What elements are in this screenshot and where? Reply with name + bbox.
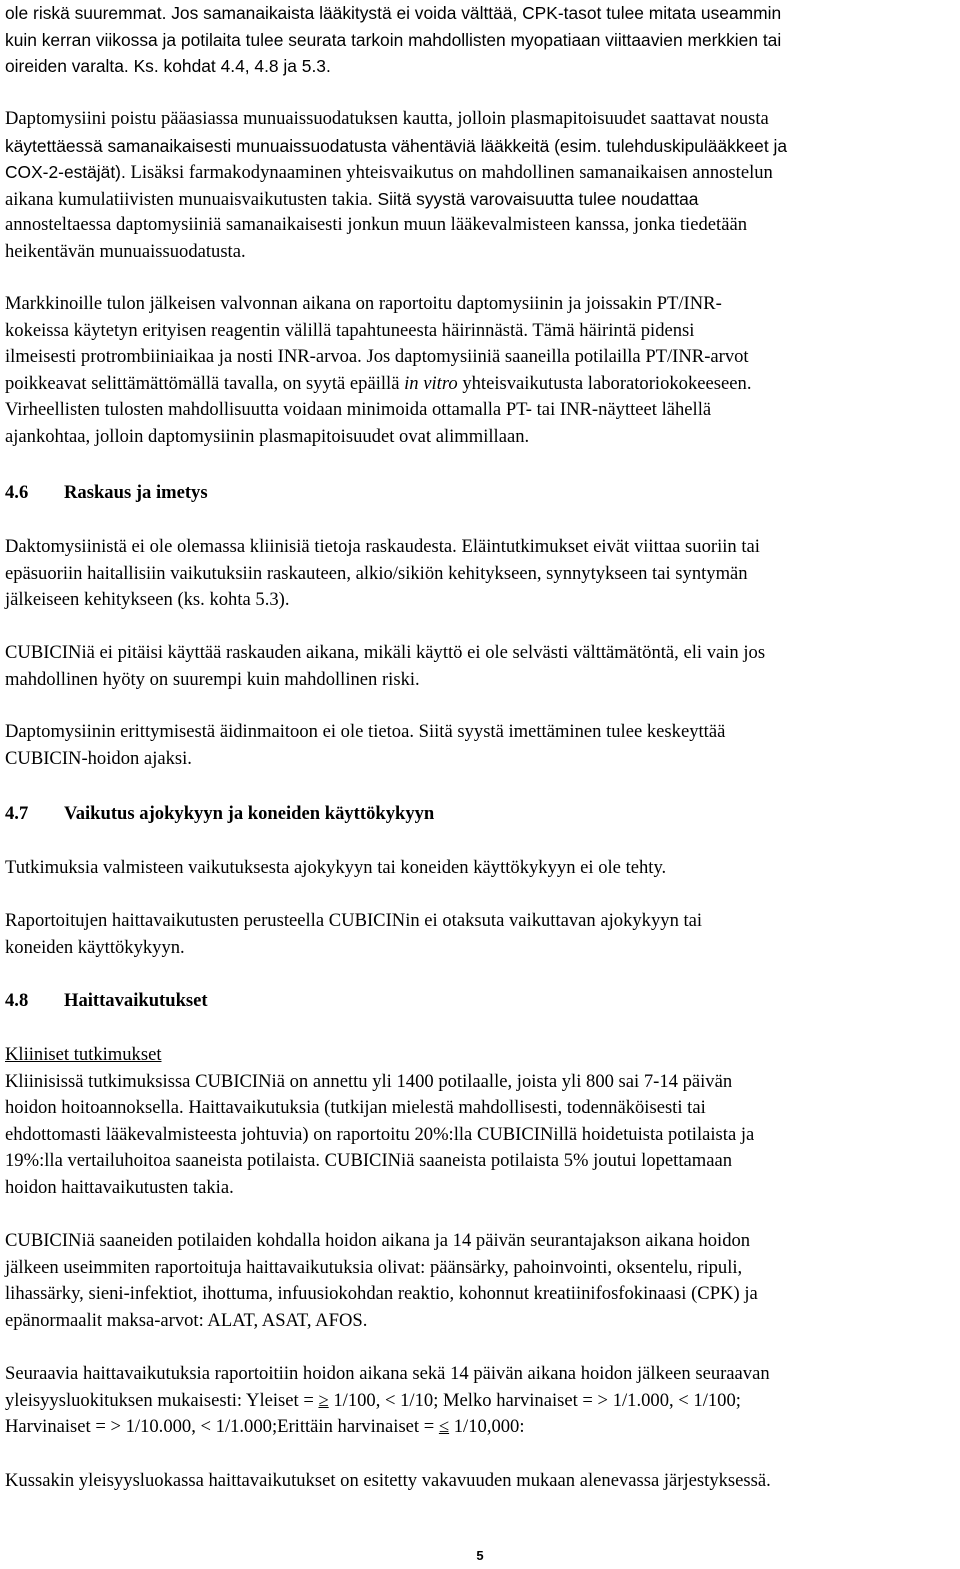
text-line [5,1388,955,1415]
text-segment: yhteisvaikutusta laboratoriokokeeseen. [457,372,752,394]
italic-term: in vitro [404,372,458,394]
paragraph-inr-interference [5,291,955,450]
text-segment: 1/10,000: [449,1416,525,1437]
text-line: epänormaalit maksa-arvot: ALAT, ASAT, AFOS. [5,1309,368,1331]
text-line: Daptomysiini poistu pääasiassa munuaissuodatuksen kautta, jolloin plasmapitoisuudet saattavat nousta [5,108,769,129]
paragraph-severity-order [5,1468,955,1495]
section-number: 4.6 [5,482,29,503]
page-number: 5 [476,1548,484,1563]
section-heading-4-8 [5,988,208,1014]
paragraph-common-reactions [5,1228,955,1334]
text-line [5,371,955,398]
text-segment: 1/100, < 1/10; Melko harvinaiset = > 1/1.000, < 1/100; [328,1389,741,1411]
paragraph-renal-clearance [5,106,955,265]
text-line [5,159,955,186]
text-segment: COX-2-estäjät). [5,162,126,182]
text-line: Kussakin yleisyysluokassa haittavaikutukset on esitetty vakavuuden mukaan alenevassa järjestyksessä. [5,1470,771,1491]
section-title: Vaikutus ajokykyyn ja koneiden käyttökykyyn [64,803,435,824]
text-line: koneiden käyttökykyyn. [5,936,185,958]
text-line: ehdottomasti lääkevalmisteesta johtuvia) on raportoitu 20%:lla CUBICINillä hoidetuista potilaista ja [5,1123,755,1145]
text-line: jälkeen useimmiten raportoituja haittavaikutuksia olivat: päänsärky, pahoinvointi, oksentelu, ripuli, [5,1256,743,1278]
paragraph-clinical-trials [5,1042,955,1201]
text-line [5,186,955,213]
paragraph-interaction-monitoring [5,0,955,80]
text-line: heikentävän munuaissuodatusta. [5,240,246,262]
section-number: 4.8 [5,990,29,1011]
less-equal-symbol: ≤ [438,1416,450,1437]
paragraph-breastfeeding [5,719,955,772]
text-line: epäsuoriin haitallisiin vaikutuksiin raskauteen, alkio/sikiön kehitykseen, synnytykseen tai syntymän [5,562,748,584]
text-line: Tutkimuksia valmisteen vaikutuksesta ajokykyyn tai koneiden käyttökykyyn ei ole tehty. [5,857,667,878]
text-segment: poikkeavat selittämättömällä tavalla, on syytä epäillä [5,372,405,394]
paragraph-frequency-classes [5,1361,955,1441]
text-segment: Siitä syystä varovaisuutta tulee noudattaa [372,188,699,209]
text-line: kokeissa käytetyn erityisen reagentin välillä tapahtuneesta häirinnästä. Tämä häirintä pidensi [5,319,695,341]
text-line: jälkeiseen kehitykseen (ks. kohta 5.3). [5,589,290,610]
text-segment: Harvinaiset = > 1/10.000, < 1/1.000;Erittäin harvinaiset = [5,1416,439,1437]
text-line: käytettäessä samanaikaisesti munuaissuodatusta vähentäviä lääkkeitä (esim. tulehduskipulääkkeet ja [5,135,788,156]
text-line: hoidon hoitoannoksella. Haittavaikutuksia (tutkijan mielestä mahdollisesti, todennäköisesti tai [5,1097,706,1118]
text-line: CUBICINiä saaneiden potilaiden kohdalla hoidon aikana ja 14 päivän seurantajakson aikana hoidon [5,1230,751,1251]
text-line: CUBICIN-hoidon ajaksi. [5,747,192,769]
text-line: kuin kerran viikossa ja potilaita tulee seurata tarkoin mahdollisten myopatiaan viittaavien merkkien tai [5,29,782,50]
section-heading-4-6 [5,480,208,506]
text-line: hoidon haittavaikutusten takia. [5,1176,234,1198]
text-line: mahdollinen hyöty on suurempi kuin mahdollinen riski. [5,668,420,690]
subheading-clinical-trials: Kliiniset tutkimukset [5,1044,162,1065]
text-line: Raportoitujen haittavaikutusten perusteella CUBICINin ei otaksuta vaikuttavan ajokykyyn tai [5,910,703,931]
text-line: lihassärky, sieni-infektiot, ihottuma, infuusiokohdan reaktio, kohonnut kreatiinifosfokinaasi (CPK) ja [5,1283,758,1304]
paragraph-driving-studies [5,855,955,882]
text-line: Seuraavia haittavaikutuksia raportoitiin hoidon aikana sekä 14 päivän aikana hoidon jälkeen seuraavan [5,1363,770,1384]
paragraph-pregnancy-use [5,640,955,693]
text-segment: Lisäksi farmakodynaaminen yhteisvaikutus on mahdollinen samanaikaisen annostelun [125,162,773,183]
text-line: ilmeisesti protrombiiniaikaa ja nosti INR-arvoa. Jos daptomysiiniä saaneilla potilailla PT/INR-arvot [5,346,749,367]
text-line: Virheellisten tulosten mahdollisuutta voidaan minimoida ottamalla PT- tai INR-näytteet lähellä [5,399,712,420]
text-line: CUBICINiä ei pitäisi käyttää raskauden aikana, mikäli käyttö ei ole selvästi välttämätöntä, eli vain jos [5,642,766,663]
text-line: ole riskä suuremmat. Jos samanaikaista lääkitystä ei voida välttää, CPK-tasot tulee mitata useammin [5,3,782,23]
text-line: annosteltaessa daptomysiiniä samanaikaisesti jonkun muun lääkevalmisteen kanssa, jonka tiedetään [5,214,747,235]
text-line: Kliinisissä tutkimuksissa CUBICINiä on annettu yli 1400 potilaalle, joista yli 800 sai 7-14 päivän [5,1070,733,1092]
text-line: Markkinoille tulon jälkeisen valvonnan aikana on raportoitu daptomysiinin ja joissakin PT/INR- [5,293,722,314]
text-line: Daptomysiinin erittymisestä äidinmaitoon ei ole tietoa. Siitä syystä imettäminen tulee keskeyttää [5,721,726,742]
section-heading-4-7 [5,801,434,827]
text-segment: yleisyysluokituksen mukaisesti: Yleiset = [5,1389,319,1411]
section-title: Raskaus ja imetys [64,482,208,503]
text-line: Daktomysiinistä ei ole olemassa kliinisiä tietoja raskaudesta. Eläintutkimukset eivät viittaa suoriin tai [5,536,760,557]
paragraph-driving-effect [5,908,955,961]
greater-equal-symbol: ≥ [318,1389,329,1411]
text-line [5,1414,955,1441]
section-number: 4.7 [5,803,29,824]
text-line: ajankohtaa, jolloin daptomysiinin plasmapitoisuudet ovat alimmillaan. [5,425,530,447]
text-line: 19%:lla vertailuhoitoa saaneista potilaista. CUBICINiä saaneista potilaista 5% joutui lopettamaan [5,1150,733,1171]
text-segment: aikana kumulatiivisten munuaisvaikutusten takia. [5,188,373,210]
text-line: oireiden varalta. Ks. kohdat 4.4, 4.8 ja 5.3. [5,56,331,76]
section-title: Haittavaikutukset [64,990,208,1011]
paragraph-pregnancy-data [5,534,955,614]
